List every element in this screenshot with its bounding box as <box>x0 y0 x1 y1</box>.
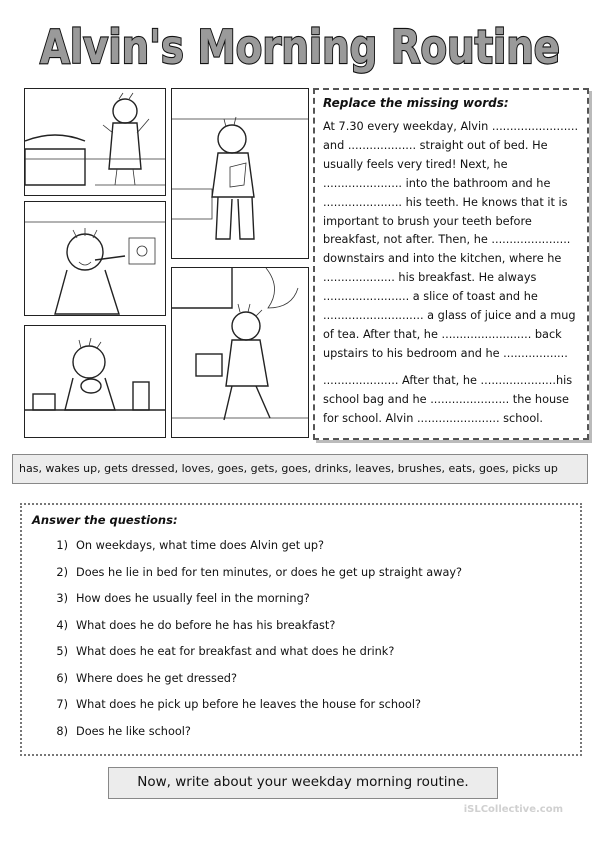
writing-task-box: Now, write about your weekday morning routine. <box>108 767 498 799</box>
question-number: 3) <box>56 592 68 605</box>
footer-watermark: iSLCollective.com <box>463 804 563 815</box>
question-item <box>32 613 570 640</box>
questions-list <box>32 533 570 745</box>
question-item <box>32 586 570 613</box>
questions-heading: Answer the questions: <box>32 513 178 527</box>
question-text: What does he do before he has his breakfast? <box>76 618 336 632</box>
questions-box <box>20 503 582 756</box>
question-number: 4) <box>56 618 68 632</box>
page-title <box>0 8 601 76</box>
gap-fill-paragraph-2: ..................... After that, he .....................his school bag and he ...................... the house for school. Alvin ....................... school. <box>323 373 573 425</box>
question-text: How does he usually feel in the morning? <box>76 592 310 605</box>
gap-fill-box <box>313 88 589 440</box>
question-number: 6) <box>56 671 68 685</box>
title-text: Alvin's Morning Routine <box>40 20 560 74</box>
question-number: 5) <box>56 645 68 658</box>
question-text: What does he eat for breakfast and what does he drink? <box>76 645 395 658</box>
illustration-leaving-for-school <box>171 267 309 438</box>
question-number: 8) <box>56 724 68 738</box>
question-number: 2) <box>56 565 68 579</box>
question-item <box>32 560 570 587</box>
word-bank: has, wakes up, gets dressed, loves, goes, gets, goes, drinks, leaves, brushes, eats, goes, picks up <box>12 454 588 484</box>
question-item <box>32 719 570 746</box>
question-text: What does he pick up before he leaves the house for school? <box>76 698 421 711</box>
illustration-eating-breakfast <box>24 325 166 438</box>
question-text: Does he like school? <box>76 724 191 738</box>
question-text: Where does he get dressed? <box>76 671 237 685</box>
question-number: 1) <box>56 539 68 552</box>
gap-fill-paragraph-1: At 7.30 every weekday, Alvin ........................ and ................... straight out of bed. He usually feels very tired! Next, he ...................... into the bathroom and he ...................... his teeth. He knows that it is important to brush your teeth before breakfast, not after. Then, he ...................... downstairs and into the kitchen, where he .................... his breakfast. He always ........................ a slice of toast and he ............................ a glass of juice and a mug of tea. After that, he ......................... back upstairs to his bedroom and he .................. <box>323 120 579 360</box>
question-text: Does he lie in bed for ten minutes, or does he get up straight away? <box>76 565 463 579</box>
question-item <box>32 639 570 666</box>
question-item <box>32 533 570 560</box>
illustration-brushing-teeth <box>24 201 166 316</box>
question-item <box>32 666 570 693</box>
gap-fill-heading: Replace the missing words: <box>323 96 509 110</box>
question-number: 7) <box>56 698 68 711</box>
question-item <box>32 692 570 719</box>
illustration-waking-up <box>24 88 166 196</box>
question-text: On weekdays, what time does Alvin get up? <box>76 539 325 552</box>
illustration-getting-dressed <box>171 88 309 259</box>
